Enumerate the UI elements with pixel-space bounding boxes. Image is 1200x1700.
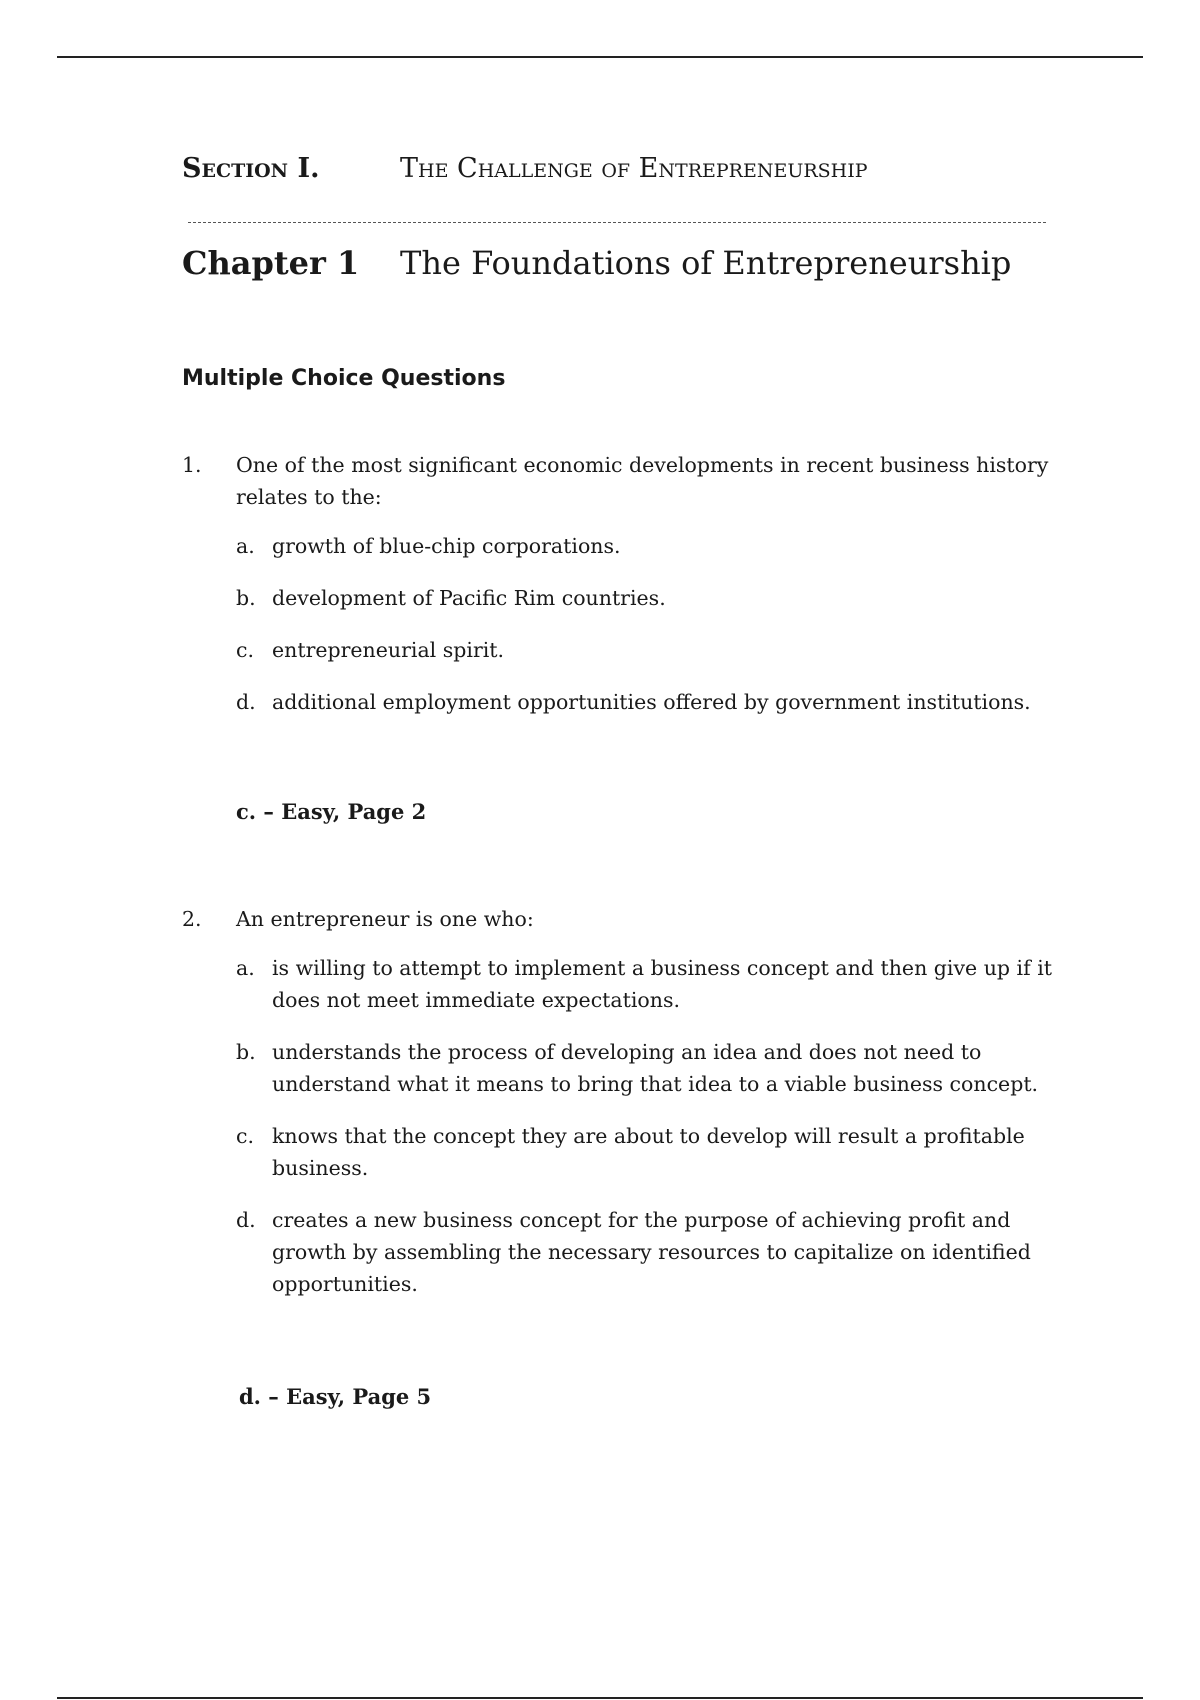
- top-page-rule: [57, 56, 1143, 58]
- section-label: Section I.: [182, 153, 320, 184]
- section-divider: [188, 222, 1046, 223]
- option-text: growth of blue-chip corporations.: [272, 534, 621, 558]
- question-number: 2.: [182, 907, 202, 931]
- question-stem: [182, 903, 1062, 935]
- option-letter: c.: [236, 1124, 254, 1148]
- chapter-title: The Foundations of Entrepreneurship: [400, 244, 1012, 282]
- option-text: development of Pacific Rim countries.: [272, 586, 666, 610]
- question-stem: [182, 449, 1062, 513]
- option-text: additional employment opportunities offered by government institutions.: [272, 690, 1031, 714]
- option-list: [182, 952, 1062, 1300]
- option-letter: a.: [236, 956, 255, 980]
- option-text: creates a new business concept for the purpose of achieving profit and growth by assembling the necessary resources to capitalize on identified opportunities.: [272, 1208, 1031, 1296]
- option-c: [236, 1120, 1062, 1184]
- question-number: 1.: [182, 453, 202, 477]
- question-text: One of the most significant economic developments in recent business history relates to the:: [236, 453, 1049, 509]
- question-2: [182, 903, 1062, 1320]
- option-letter: b.: [236, 586, 256, 610]
- option-text: is willing to attempt to implement a business concept and then give up if it does not meet immediate expectations.: [272, 956, 1052, 1012]
- question-text: An entrepreneur is one who:: [236, 907, 534, 931]
- answer-key-2: d. – Easy, Page 5: [239, 1384, 432, 1409]
- questions-heading: Multiple Choice Questions: [182, 366, 506, 391]
- option-c: [236, 634, 1062, 666]
- option-b: [236, 1036, 1062, 1100]
- chapter-label: Chapter 1: [182, 244, 360, 282]
- option-text: entrepreneurial spirit.: [272, 638, 505, 662]
- option-letter: c.: [236, 638, 254, 662]
- section-header: [182, 153, 868, 184]
- option-letter: d.: [236, 690, 256, 714]
- option-d: [236, 686, 1062, 718]
- option-list: [182, 530, 1062, 718]
- option-letter: d.: [236, 1208, 256, 1232]
- option-text: understands the process of developing an idea and does not need to understand what it means to bring that idea to a viable business concept.: [272, 1040, 1039, 1096]
- chapter-header: [182, 244, 1011, 282]
- option-text: knows that the concept they are about to develop will result a profitable business.: [272, 1124, 1025, 1180]
- option-b: [236, 582, 1062, 614]
- option-letter: b.: [236, 1040, 256, 1064]
- option-a: [236, 952, 1062, 1016]
- bottom-page-rule: [57, 1697, 1143, 1699]
- section-title: The Challenge of Entrepreneurship: [400, 153, 868, 184]
- question-1: [182, 449, 1062, 738]
- option-letter: a.: [236, 534, 255, 558]
- option-d: [236, 1204, 1062, 1300]
- answer-key-1: c. – Easy, Page 2: [236, 799, 427, 824]
- option-a: [236, 530, 1062, 562]
